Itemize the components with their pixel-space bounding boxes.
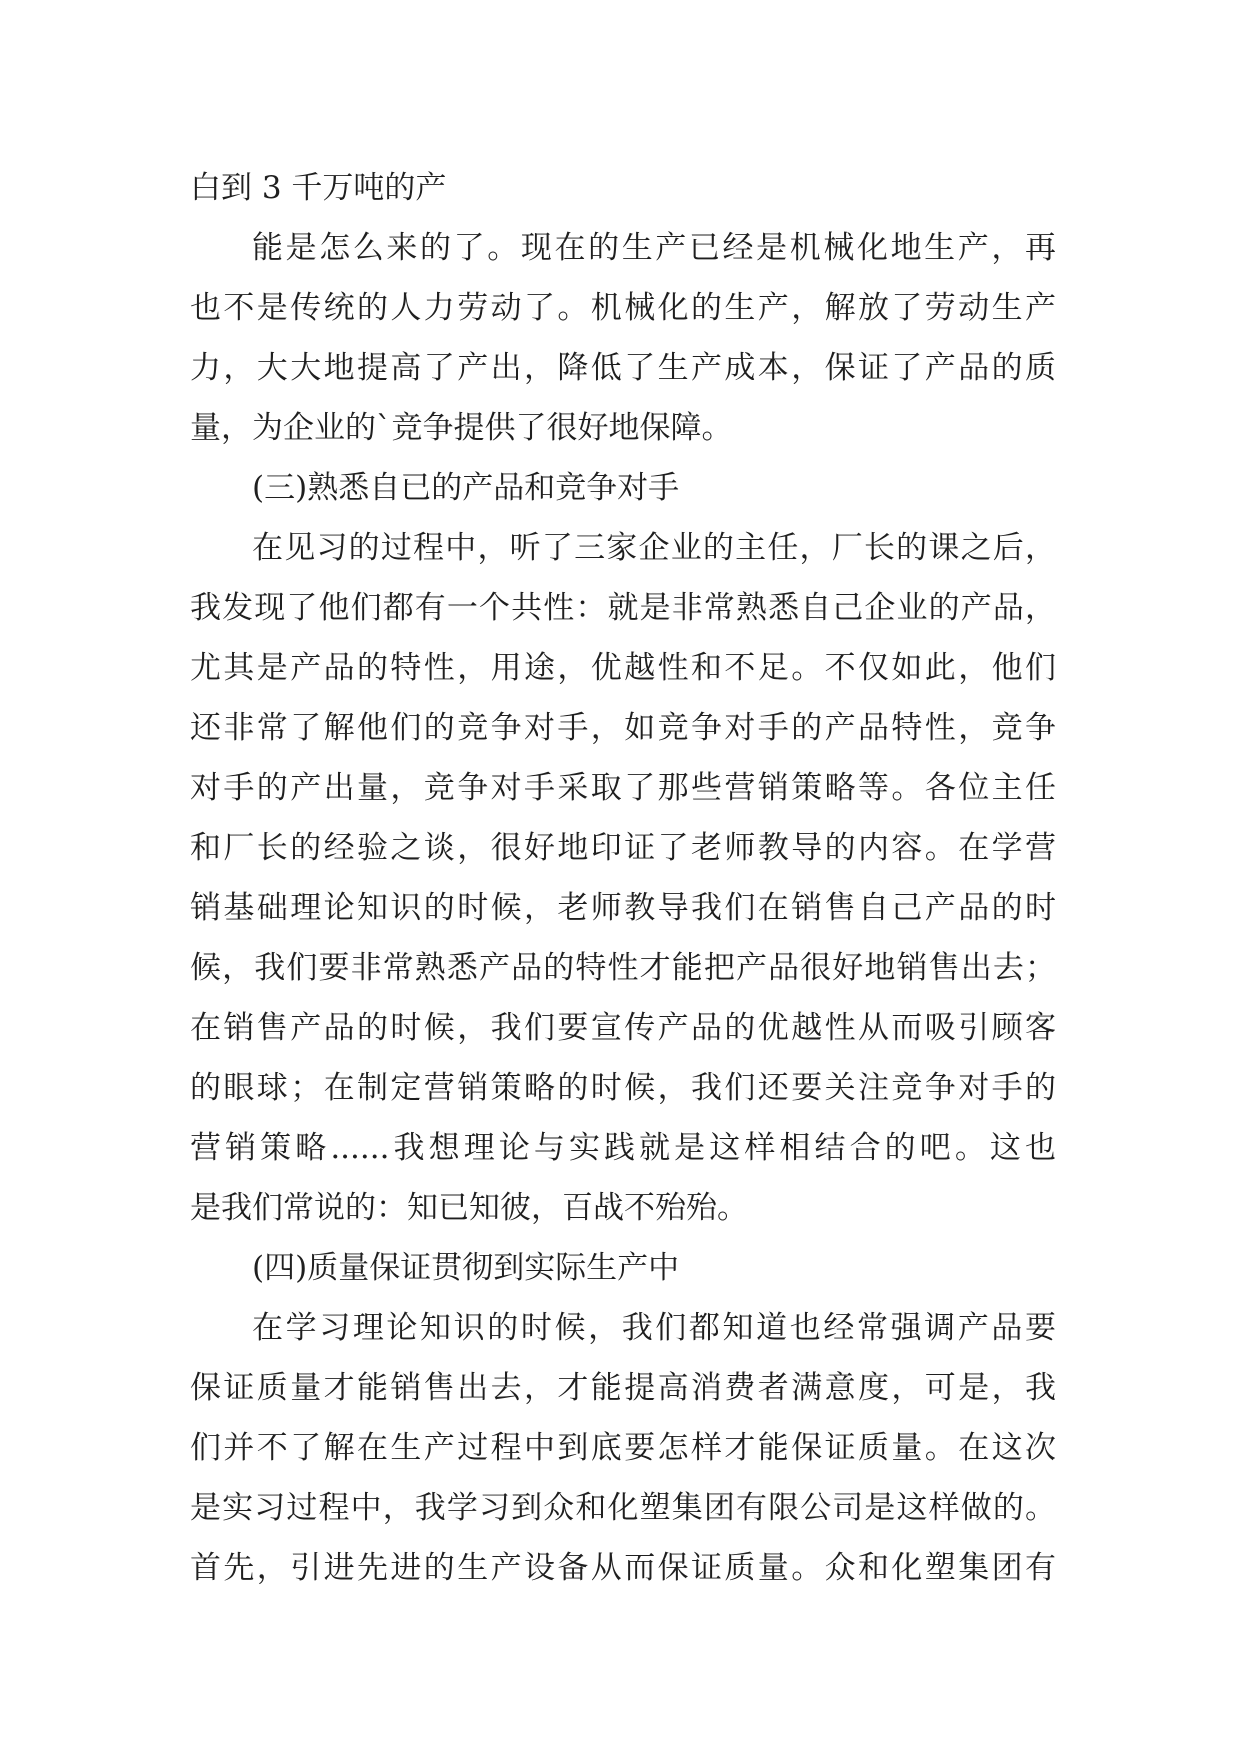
text-line: 在见习的过程中，听了三家企业的主任，厂长的课之后， xyxy=(252,530,1056,566)
text-line: 保证质量才能销售出去，才能提高消费者满意度，可是，我 xyxy=(190,1370,1056,1406)
text-line: 我发现了他们都有一个共性：就是非常熟悉自己企业的产品， xyxy=(190,590,1056,626)
text-line: 在销售产品的时候，我们要宣传产品的优越性从而吸引顾客 xyxy=(190,1010,1056,1046)
text-line: (三)熟悉自已的产品和竞争对手 xyxy=(252,470,680,506)
text-line: 的眼球；在制定营销策略的时候，我们还要关注竞争对手的 xyxy=(190,1070,1056,1106)
text-line: 和厂长的经验之谈，很好地印证了老师教导的内容。在学营 xyxy=(190,830,1056,866)
text-line: 候，我们要非常熟悉产品的特性才能把产品很好地销售出去； xyxy=(190,950,1056,986)
text-line: (四)质量保证贯彻到实际生产中 xyxy=(252,1250,680,1286)
text-line: 也不是传统的人力劳动了。机械化的生产，解放了劳动生产 xyxy=(190,290,1056,326)
text-line: 销基础理论知识的时候，老师教导我们在销售自己产品的时 xyxy=(190,890,1056,926)
document-body xyxy=(190,158,1056,1598)
text-line: 还非常了解他们的竞争对手，如竞争对手的产品特性，竞争 xyxy=(190,710,1056,746)
text-line: 是实习过程中，我学习到众和化塑集团有限公司是这样做的。 xyxy=(190,1490,1056,1526)
text-line: 首先，引进先进的生产设备从而保证质量。众和化塑集团有 xyxy=(190,1550,1056,1586)
text-line: 能是怎么来的了。现在的生产已经是机械化地生产，再 xyxy=(252,230,1056,266)
text-line: 量，为企业的`竞争提供了很好地保障。 xyxy=(190,410,733,446)
text-line: 们并不了解在生产过程中到底要怎样才能保证质量。在这次 xyxy=(190,1430,1056,1466)
text-line: 营销策略......我想理论与实践就是这样相结合的吧。这也 xyxy=(190,1130,1056,1166)
text-line: 白到 3 千万吨的产 xyxy=(190,170,447,206)
text-line: 力，大大地提高了产出，降低了生产成本，保证了产品的质 xyxy=(190,350,1056,386)
text-line: 尤其是产品的特性，用途，优越性和不足。不仅如此，他们 xyxy=(190,650,1056,686)
text-line: 在学习理论知识的时候，我们都知道也经常强调产品要 xyxy=(252,1310,1056,1346)
text-line: 是我们常说的：知已知彼，百战不殆殆。 xyxy=(190,1190,748,1226)
text-line: 对手的产出量，竞争对手采取了那些营销策略等。各位主任 xyxy=(190,770,1056,806)
